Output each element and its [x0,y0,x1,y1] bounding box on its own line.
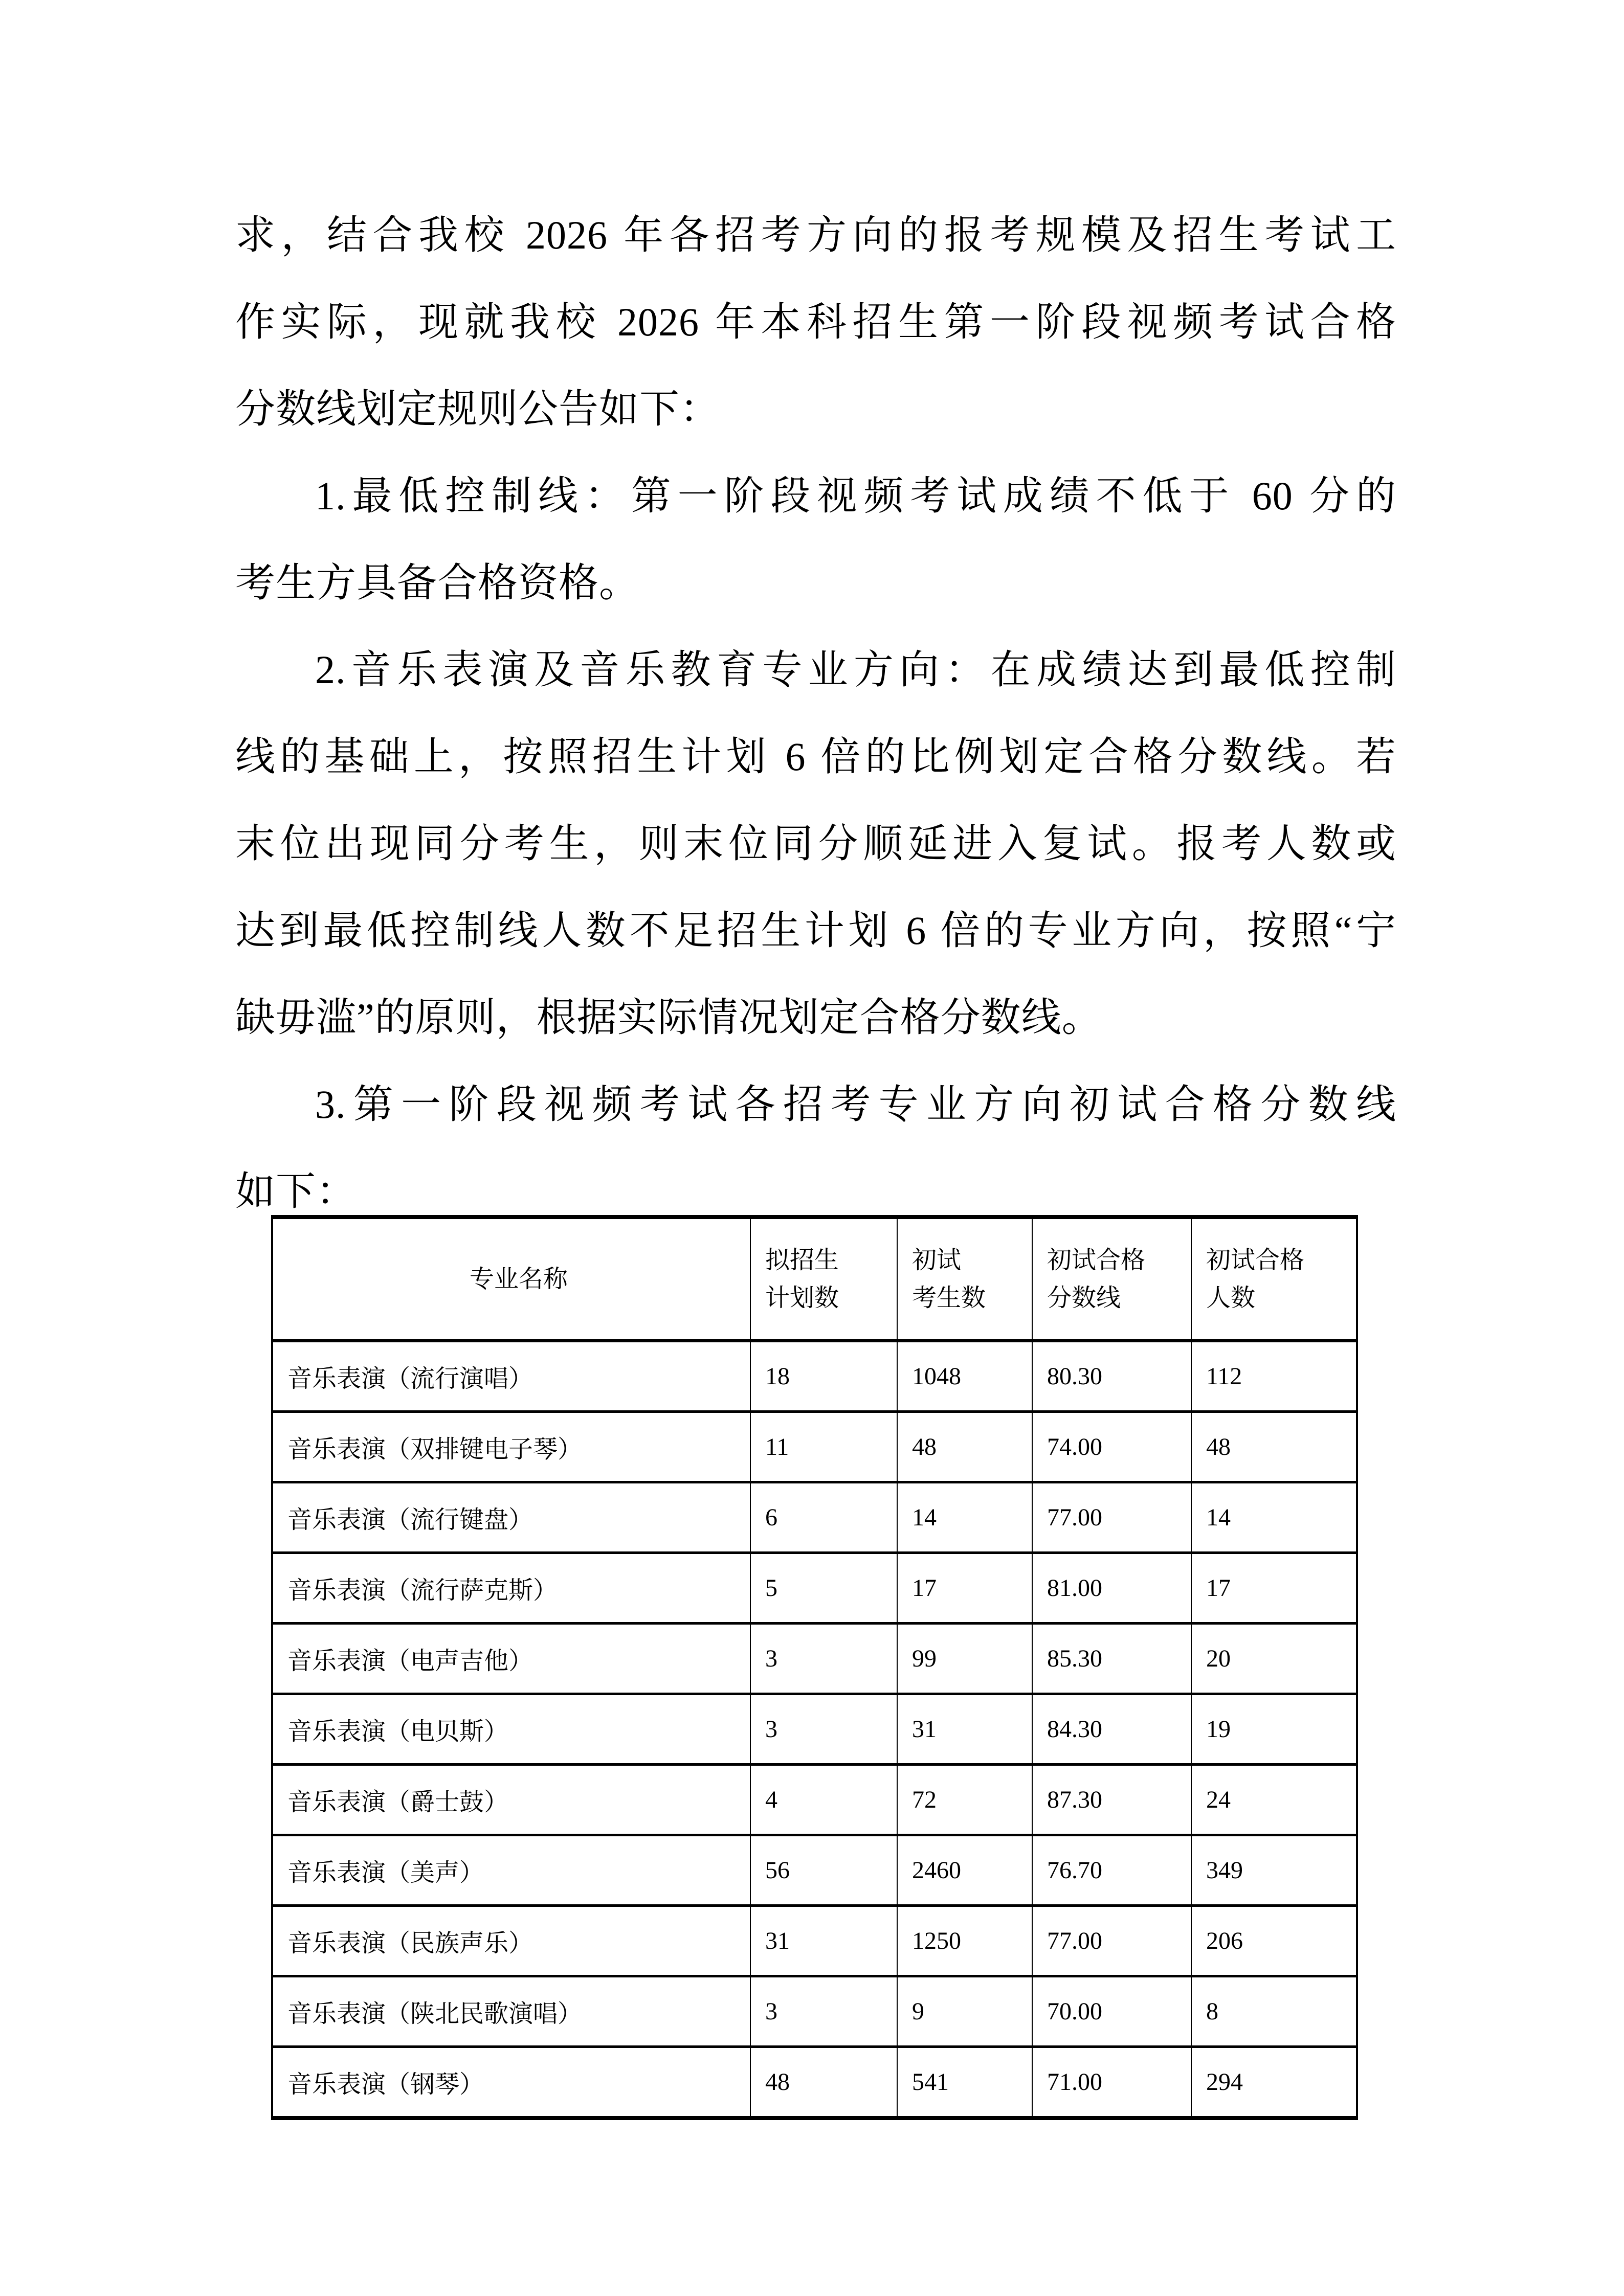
cell-qualified [1192,1342,1356,1410]
paragraph-line: 线的基础上，按照招生计划 6 倍的比例划定合格分数线。若 [235,734,1396,779]
cutoff-text: 71.00 [1047,2068,1102,2096]
cell-examinees [898,1342,1033,1410]
table-row [273,1342,1356,1413]
examinees-text: 14 [912,1504,937,1531]
examinees-text: 48 [912,1433,937,1460]
header-plan-line2: 计划数 [765,1284,839,1312]
major-text: 音乐表演（流行萨克斯） [287,1577,558,1604]
cell-qualified [1192,1695,1356,1763]
cutoff-text: 81.00 [1047,1574,1102,1602]
qualified-text: 349 [1206,1857,1243,1884]
cell-qualified [1192,2048,1356,2116]
cell-cutoff [1033,1977,1192,2045]
examinees-text: 9 [912,1998,924,2025]
cell-cutoff [1033,1695,1192,1763]
major-text: 音乐表演（双排键电子琴） [287,1436,583,1463]
cell-cutoff [1033,1836,1192,1904]
table-header-row [273,1219,1356,1342]
cell-plan [751,1907,898,1975]
table-row [273,1625,1356,1695]
cell-plan [751,1766,898,1834]
qualified-text: 19 [1206,1716,1231,1743]
cell-major [273,1907,751,1975]
cell-examinees [898,2048,1033,2116]
header-examinees-line2: 考生数 [912,1284,986,1312]
qualified-text: 17 [1206,1574,1231,1602]
qualified-text: 48 [1206,1433,1231,1460]
cell-examinees [898,1483,1033,1551]
cell-major [273,2048,751,2116]
cell-plan [751,1836,898,1904]
header-major [273,1219,751,1339]
cell-major [273,1766,751,1834]
plan-text: 5 [765,1574,777,1602]
cell-examinees [898,1977,1033,2045]
major-text: 音乐表演（陕北民歌演唱） [287,2000,583,2028]
cell-major [273,1342,751,1410]
cutoff-text: 74.00 [1047,1433,1102,1460]
major-text: 音乐表演（民族声乐） [287,1930,533,1957]
major-text: 音乐表演（电声吉他） [287,1648,533,1675]
paragraph-line: 考生方具备合格资格。 [235,560,640,605]
qualified-text: 294 [1206,2068,1243,2096]
cell-cutoff [1033,1342,1192,1410]
plan-text: 56 [765,1857,790,1884]
cell-qualified [1192,1907,1356,1975]
score-table [271,1215,1358,2120]
header-examinees [898,1219,1033,1339]
cell-plan [751,1695,898,1763]
cell-examinees [898,1554,1033,1622]
cell-examinees [898,1625,1033,1693]
cell-major [273,1836,751,1904]
cell-plan [751,1342,898,1410]
cutoff-text: 70.00 [1047,1998,1102,2025]
qualified-text: 14 [1206,1504,1231,1531]
header-cutoff-line1: 初试合格 [1047,1246,1146,1274]
cell-major [273,1483,751,1551]
table-row [273,1836,1356,1907]
paragraph-line: 缺毋滥”的原则，根据实际情况划定合格分数线。 [235,995,1102,1040]
cell-major [273,1977,751,2045]
cell-cutoff [1033,1766,1192,1834]
paragraph-line: 末位出现同分考生，则末位同分顺延进入复试。报考人数或 [235,821,1396,866]
header-qualified [1192,1219,1356,1339]
major-text: 音乐表演（流行键盘） [287,1506,533,1534]
cell-plan [751,1977,898,2045]
paragraph-line: 3.第一阶段视频考试各招考专业方向初试合格分数线 [315,1082,1396,1127]
cutoff-text: 85.30 [1047,1645,1102,1672]
header-plan [751,1219,898,1339]
cell-plan [751,1483,898,1551]
plan-text: 18 [765,1363,790,1390]
table-row [273,1695,1356,1766]
examinees-text: 99 [912,1645,937,1672]
table-row [273,2048,1356,2116]
table-row [273,1766,1356,1836]
cell-examinees [898,1766,1033,1834]
qualified-text: 24 [1206,1786,1231,1813]
cell-major [273,1554,751,1622]
cell-examinees [898,1907,1033,1975]
plan-text: 3 [765,1716,777,1743]
cell-cutoff [1033,1483,1192,1551]
plan-text: 31 [765,1927,790,1954]
major-text: 音乐表演（钢琴） [287,2071,484,2098]
header-major-label: 专业名称 [469,1265,568,1293]
qualified-text: 20 [1206,1645,1231,1672]
plan-text: 3 [765,1998,777,2025]
cell-examinees [898,1695,1033,1763]
examinees-text: 541 [912,2068,949,2096]
table-row [273,1554,1356,1625]
cell-major [273,1625,751,1693]
header-cutoff-line2: 分数线 [1047,1284,1121,1312]
cell-cutoff [1033,1625,1192,1693]
cell-plan [751,2048,898,2116]
header-cutoff [1033,1219,1192,1339]
cell-qualified [1192,1483,1356,1551]
cell-examinees [898,1413,1033,1481]
cell-plan [751,1554,898,1622]
major-text: 音乐表演（流行演唱） [287,1365,533,1392]
cell-cutoff [1033,1554,1192,1622]
paragraph-line: 求，结合我校 2026 年各招考方向的报考规模及招生考试工 [235,213,1396,257]
plan-text: 6 [765,1504,777,1531]
cell-qualified [1192,1766,1356,1834]
cell-plan [751,1625,898,1693]
examinees-text: 17 [912,1574,937,1602]
qualified-text: 112 [1206,1363,1242,1390]
major-text: 音乐表演（美声） [287,1859,484,1886]
cell-qualified [1192,1625,1356,1693]
cutoff-text: 87.30 [1047,1786,1102,1813]
paragraph-line: 如下： [235,1169,357,1213]
cell-major [273,1695,751,1763]
header-qualified-line2: 人数 [1206,1284,1256,1312]
table-row [273,1483,1356,1554]
examinees-text: 2460 [912,1857,961,1884]
cell-qualified [1192,1413,1356,1481]
cell-major [273,1413,751,1481]
header-qualified-line1: 初试合格 [1206,1246,1305,1274]
qualified-text: 206 [1206,1927,1243,1954]
cell-cutoff [1033,1907,1192,1975]
examinees-text: 72 [912,1786,937,1813]
cutoff-text: 84.30 [1047,1716,1102,1743]
paragraph-line: 2.音乐表演及音乐教育专业方向：在成绩达到最低控制 [315,647,1396,692]
paragraph-line: 1.最低控制线：第一阶段视频考试成绩不低于 60 分的 [315,474,1396,518]
examinees-text: 31 [912,1716,937,1743]
table-row [273,1413,1356,1483]
cutoff-text: 77.00 [1047,1504,1102,1531]
paragraph-line: 作实际，现就我校 2026 年本科招生第一阶段视频考试合格 [235,300,1396,344]
plan-text: 4 [765,1786,777,1813]
table-row [273,1907,1356,1977]
paragraph-line: 分数线划定规则公告如下： [235,387,721,431]
cell-qualified [1192,1554,1356,1622]
header-examinees-line1: 初试 [912,1246,962,1274]
qualified-text: 8 [1206,1998,1218,2025]
plan-text: 48 [765,2068,790,2096]
cutoff-text: 76.70 [1047,1857,1102,1884]
plan-text: 11 [765,1433,789,1460]
cell-qualified [1192,1836,1356,1904]
paragraph-line: 达到最低控制线人数不足招生计划 6 倍的专业方向，按照“宁 [235,908,1396,953]
major-text: 音乐表演（电贝斯） [287,1718,509,1745]
cutoff-text: 80.30 [1047,1363,1102,1390]
cell-examinees [898,1836,1033,1904]
cell-plan [751,1413,898,1481]
cell-cutoff [1033,1413,1192,1481]
examinees-text: 1250 [912,1927,961,1954]
examinees-text: 1048 [912,1363,961,1390]
header-plan-line1: 拟招生 [765,1246,839,1274]
plan-text: 3 [765,1645,777,1672]
table-row [273,1977,1356,2048]
cutoff-text: 77.00 [1047,1927,1102,1954]
cell-qualified [1192,1977,1356,2045]
major-text: 音乐表演（爵士鼓） [287,1789,509,1816]
cell-cutoff [1033,2048,1192,2116]
